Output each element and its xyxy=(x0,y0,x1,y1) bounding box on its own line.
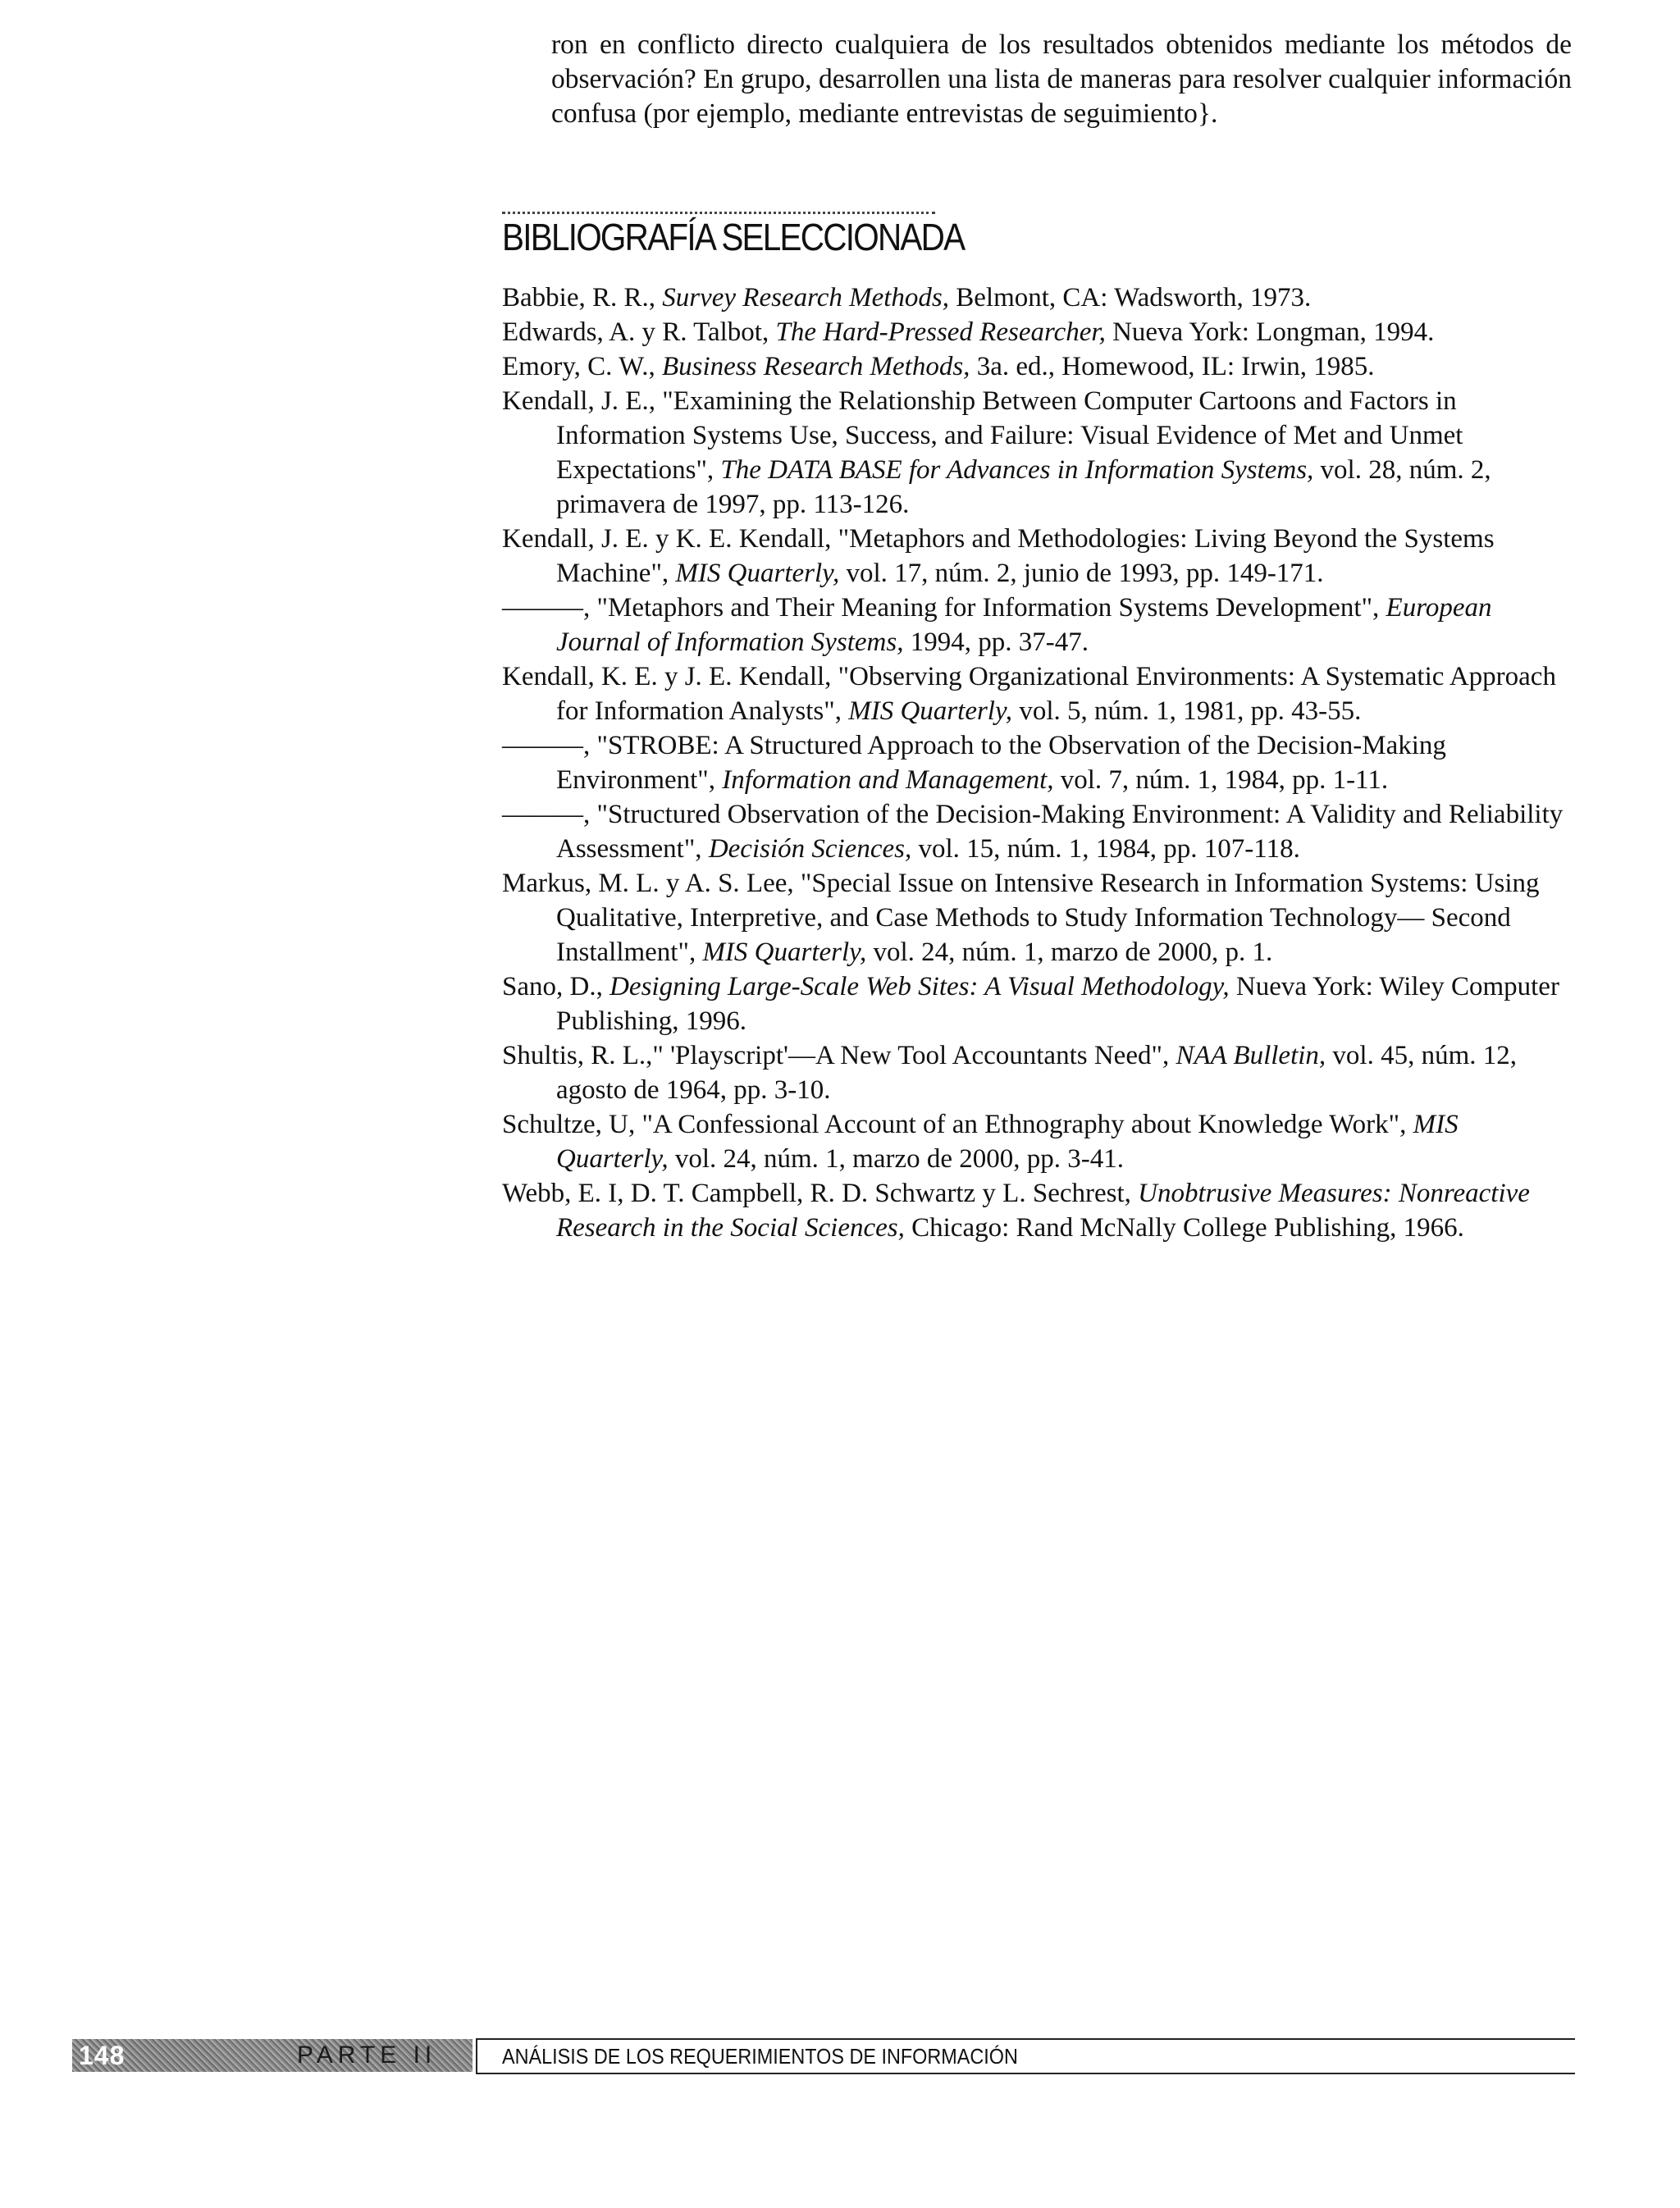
reference-item: ———, "Structured Observation of the Decision-Making Environment: A Validity and Reliability Assessment", Decisión Sciences, vol. 15, núm. 1, 1984, pp. 107-118. xyxy=(502,800,1564,864)
reference-item: ———, "Metaphors and Their Meaning for Information Systems Development", European Journal of Information Systems, 1994, pp. 37-47. xyxy=(502,593,1492,657)
section-divider xyxy=(502,212,935,214)
section-heading: BIBLIOGRAFÍA SELECCIONADA xyxy=(502,216,965,258)
bibliography-list xyxy=(502,281,1575,1245)
reference-item: Kendall, J. E., "Examining the Relationship Between Computer Cartoons and Factors in Information Systems Use, Success, and Failure: Visual Evidence of Met and Unmet Expectations", The DATA BASE for Advances in Information Systems, vol. 28, núm. 2, primavera de 1997, pp. 113-126. xyxy=(502,386,1491,519)
reference-item: Sano, D., Designing Large-Scale Web Sites: A Visual Methodology, Nueva York: Wiley Computer Publishing, 1996. xyxy=(502,972,1559,1036)
reference-item: Kendall, J. E. y K. E. Kendall, "Metaphors and Methodologies: Living Beyond the Systems Machine", MIS Quarterly, vol. 17, núm. 2, junio de 1993, pp. 149-171. xyxy=(502,524,1495,588)
reference-item: Edwards, A. y R. Talbot, The Hard-Pressed Researcher, Nueva York: Longman, 1994. xyxy=(502,317,1435,347)
reference-item: ———, "STROBE: A Structured Approach to the Observation of the Decision-Making Environment", Information and Management, vol. 7, núm. 1, 1984, pp. 1-11. xyxy=(502,731,1446,795)
part-label: PARTE II xyxy=(297,2041,437,2069)
reference-item: Kendall, K. E. y J. E. Kendall, "Observing Organizational Environments: A Systematic Approach for Information Analysts", MIS Quarterly, vol. 5, núm. 1, 1981, pp. 43-55. xyxy=(502,662,1556,726)
reference-item: Shultis, R. L.," 'Playscript'—A New Tool Accountants Need", NAA Bulletin, vol. 45, núm. 12, agosto de 1964, pp. 3-10. xyxy=(502,1041,1518,1105)
reference-item: Babbie, R. R., Survey Research Methods, Belmont, CA: Wadsworth, 1973. xyxy=(502,283,1312,312)
page-number: 148 xyxy=(79,2041,126,2070)
footer-rule-bottom xyxy=(476,2073,1575,2074)
reference-item: Schultze, U, "A Confessional Account of an Ethnography about Knowledge Work", MIS Quarterly, vol. 24, núm. 1, marzo de 2000, pp. 3-41. xyxy=(502,1110,1459,1174)
chapter-title: ANÁLISIS DE LOS REQUERIMIENTOS DE INFORMACIÓN xyxy=(502,2044,1018,2069)
footer-divider xyxy=(476,2039,477,2073)
reference-item: Markus, M. L. y A. S. Lee, "Special Issue on Intensive Research in Information Systems: Using Qualitative, Interpretive, and Case Methods to Study Information Technology— Second Installment", MIS Quarterly, vol. 24, núm. 1, marzo de 2000, p. 1. xyxy=(502,869,1540,967)
intro-paragraph: ron en conflicto directo cualquiera de los resultados obtenidos mediante los métodos de observación? En grupo, desarrollen una lista de maneras para resolver cualquier información confusa (por ejemplo, mediante entrevistas de seguimiento}. xyxy=(551,30,1572,129)
reference-item: Webb, E. I, D. T. Campbell, R. D. Schwartz y L. Sechrest, Unobtrusive Measures: Nonreactive Research in the Social Sciences, Chicago: Rand McNally College Publishing, 1966. xyxy=(502,1179,1530,1243)
reference-item: Emory, C. W., Business Research Methods, 3a. ed., Homewood, IL: Irwin, 1985. xyxy=(502,352,1375,381)
